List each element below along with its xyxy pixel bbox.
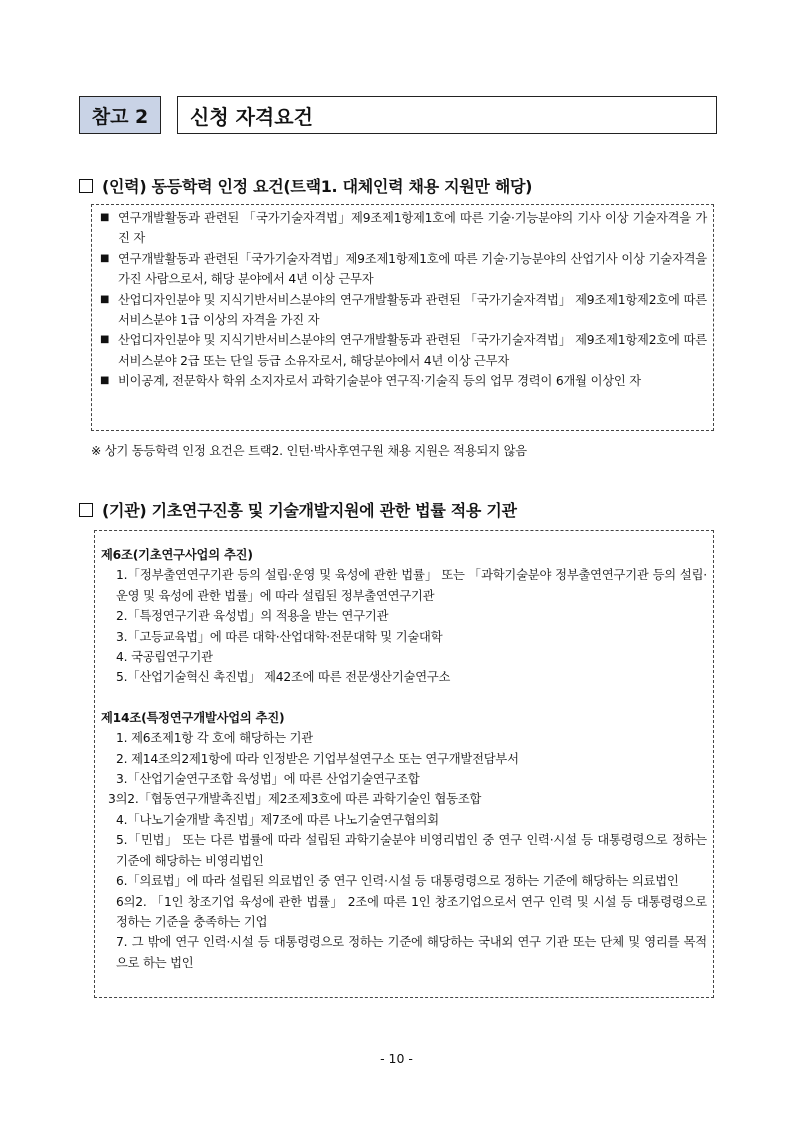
item-text: 제6조제1항 각 호에 해당하는 기관 <box>131 731 313 746</box>
list-item <box>95 810 713 830</box>
bullet-square-icon: ■ <box>100 252 110 264</box>
list-item <box>92 208 713 249</box>
article6-title: 제6조(기초연구사업의 추진) <box>101 548 253 562</box>
item-number: 3의2. <box>108 792 139 807</box>
list-item <box>95 667 713 687</box>
page-number: - 10 - <box>380 1051 413 1066</box>
item-number: 3. <box>116 629 128 644</box>
list-item <box>95 789 713 809</box>
item-number: 6. <box>116 874 128 889</box>
checkbox-square-icon <box>79 503 93 517</box>
article14-title: 제14조(특정연구개발사업의 추진) <box>101 710 285 725</box>
item-text: 「특정연구기관 육성법」의 적용을 받는 연구기관 <box>127 609 389 624</box>
item-text: 「산업기술혁신 촉진법」 제42조에 따른 전문생산기술연구소 <box>127 670 451 685</box>
page-title: 신청 자격요건 <box>177 96 717 134</box>
list-item <box>92 330 713 371</box>
list-item <box>95 830 713 871</box>
item-number: 2. <box>116 609 128 624</box>
item-number: 7. <box>116 935 128 950</box>
list-item <box>95 892 713 933</box>
list-item <box>95 728 713 748</box>
item-number: 4. <box>116 650 128 665</box>
list-item <box>95 647 713 667</box>
item-text: 「협동연구개발촉진법」제2조제3호에 따른 과학기술인 협동조합 <box>138 792 482 807</box>
list-item <box>95 606 713 626</box>
bullet-square-icon: ■ <box>100 293 110 305</box>
list-item-text: 비이공계, 전문학사 학위 소지자로서 과학기술분야 연구직·기술직 등의 업무 경력이 6개월 이상인 자 <box>118 374 641 389</box>
item-number: 5. <box>116 670 128 685</box>
item-number: 5. <box>116 833 128 848</box>
checkbox-square-icon <box>79 179 93 193</box>
equivalent-education-box <box>91 204 714 431</box>
item-number: 4. <box>116 812 128 827</box>
list-item-text: 산업디자인분야 및 지식기반서비스분야의 연구개발활동과 관련된 「국가기술자격법」 제9조제1항제2호에 따른 서비스분야 1급 이상의 자격을 가진 자 <box>118 292 707 328</box>
list-item-text: 연구개발활동과 관련된 「국가기술자격법」제9조제1항제1호에 따른 기술·기능분야의 기사 이상 기술자격을 가진 자 <box>118 211 707 246</box>
section1-heading <box>79 174 532 197</box>
item-number: 1. <box>116 568 128 583</box>
list-item <box>92 249 713 290</box>
bullet-square-icon: ■ <box>100 375 110 387</box>
appendix-tag: 참고 2 <box>79 96 161 134</box>
item-text: 「산업기술연구조합 육성법」에 따른 산업기술연구조합 <box>127 772 420 787</box>
section1-note: ※ 상기 동등학력 인정 요건은 트랙2. 인턴·박사후연구원 채용 지원은 적용되지 않음 <box>91 444 527 458</box>
item-number: 2. <box>116 751 128 766</box>
law-excerpt-box <box>94 530 714 998</box>
item-text: 「정부출연연구기관 등의 설립·운영 및 육성에 관한 법률」 또는 「과학기술분야 정부출연연구기관 등의 설립·운영 및 육성에 관한 법률」에 따라 설립된 정부출연연구기관 <box>116 568 707 603</box>
item-text: 국공립연구기관 <box>131 650 213 665</box>
section1-heading-text: (인력) 동등학력 인정 요건(트랙1. 대체인력 채용 지원만 해당) <box>102 177 533 196</box>
list-item <box>95 749 713 769</box>
item-text: 「고등교육법」에 따른 대학·산업대학·전문대학 및 기술대학 <box>127 629 443 644</box>
item-text: 제14조의2제1항에 따라 인정받은 기업부설연구소 또는 연구개발전담부서 <box>131 751 519 766</box>
item-text: 「민법」 또는 다른 법률에 따라 설립된 과학기술분야 비영리법인 중 연구 인력·시설 등 대통령령으로 정하는 기준에 해당하는 비영리법인 <box>116 833 707 868</box>
bullet-square-icon: ■ <box>100 334 110 346</box>
item-text: 그 밖에 연구 인력·시설 등 대통령령으로 정하는 기준에 해당하는 국내외 연구 기관 또는 단체 및 영리를 목적으로 하는 법인 <box>116 935 707 970</box>
list-item <box>92 371 713 391</box>
item-number: 3. <box>116 772 128 787</box>
section2-heading <box>79 498 517 521</box>
list-item <box>95 769 713 789</box>
item-text: 「의료법」에 따라 설립된 의료법인 중 연구 인력·시설 등 대통령령으로 정하는 기준에 해당하는 의료법인 <box>127 874 679 889</box>
bullet-square-icon: ■ <box>100 212 110 223</box>
list-item <box>92 290 713 331</box>
item-number: 1. <box>116 731 128 746</box>
list-item <box>95 627 713 647</box>
list-item <box>95 871 713 891</box>
item-text: 「나노기술개발 촉진법」제7조에 따른 나노기술연구협의회 <box>127 812 439 827</box>
item-text: 「1인 창조기업 육성에 관한 법률」 2조에 따른 1인 창조기업으로서 연구 인력 및 시설 등 대통령령으로 정하는 기준을 충족하는 기업 <box>116 894 707 929</box>
section2-heading-text: (기관) 기초연구진흥 및 기술개발지원에 관한 법률 적용 기관 <box>102 501 517 520</box>
list-item <box>95 565 713 606</box>
list-item-text: 연구개발활동과 관련된「국가기술자격법」제9조제1항제1호에 따른 기술·기능분야의 산업기사 이상 기술자격을 가진 사람으로서, 해당 분야에서 4년 이상 근무자 <box>118 251 707 287</box>
list-item-text: 산업디자인분야 및 지식기반서비스분야의 연구개발활동과 관련된 「국가기술자격법」 제9조제1항제2호에 따른 서비스분야 2급 또는 단일 등급 소유자로서, 해당분야에서 4년 이상 근무자 <box>118 333 707 368</box>
item-number: 6의2. <box>116 894 147 909</box>
list-item <box>95 932 713 973</box>
